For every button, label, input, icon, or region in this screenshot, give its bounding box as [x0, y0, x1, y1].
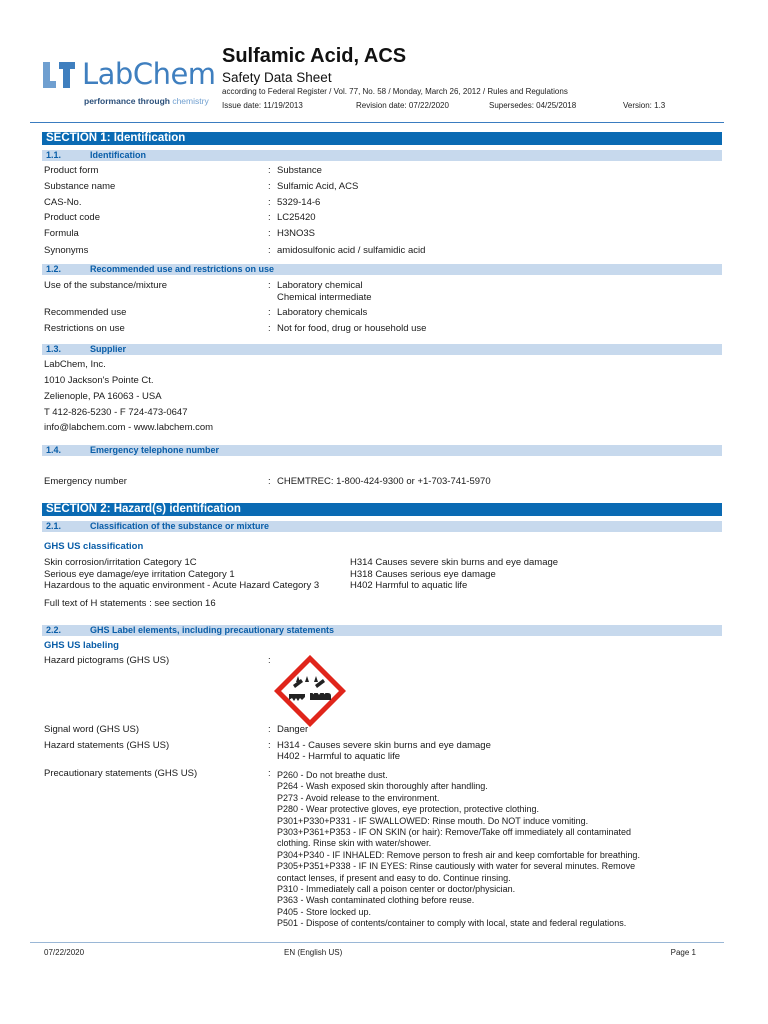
field-value: H402 - Harmful to aquatic life [277, 751, 401, 762]
subsection-1-3-heading [42, 344, 722, 355]
field-colon: : [268, 197, 271, 208]
field-label: Emergency number [44, 476, 127, 487]
precautionary-statement: P501 - Dispose of contents/container to comply with local, state and federal regulations. [277, 918, 627, 929]
precautionary-statement: P310 - Immediately call a poison center or doctor/physician. [277, 884, 516, 895]
full-text-note: Full text of H statements : see section 16 [44, 598, 216, 609]
footer-page-number: Page 1 [670, 948, 696, 957]
ghs-classification-heading: GHS US classification [44, 541, 144, 552]
field-colon: : [268, 280, 271, 291]
hazard-statement: H318 Causes serious eye damage [350, 568, 496, 580]
field-label: Product code [44, 212, 100, 223]
header-divider [30, 122, 724, 123]
precautionary-statement: P301+P330+P331 - IF SWALLOWED: Rinse mouth. Do NOT induce vomiting. [277, 815, 589, 826]
field-colon: : [268, 181, 271, 192]
field-value: Laboratory chemical [277, 280, 363, 291]
field-label: Product form [44, 165, 99, 176]
precautionary-statement: P305+P351+P338 - IF IN EYES: Rinse cautiously with water for several minutes. Remove [277, 861, 636, 872]
field-value: Danger [277, 724, 309, 735]
section-1-heading: SECTION 1: Identification [42, 132, 722, 145]
field-value: Not for food, drug or household use [277, 323, 427, 334]
footer-date: 07/22/2020 [44, 948, 85, 957]
section-2-heading: SECTION 2: Hazard(s) identification [42, 503, 722, 516]
footer-divider [30, 942, 724, 943]
document-subtitle: Safety Data Sheet [222, 70, 332, 85]
hazard-statement: H314 Causes severe skin burns and eye damage [350, 557, 559, 568]
subsection-number: 1.3. [46, 344, 62, 354]
subsection-title: Supplier [90, 344, 127, 354]
supplier-street: 1010 Jackson's Pointe Ct. [44, 375, 154, 386]
subsection-number: 1.4. [46, 445, 62, 455]
field-label: CAS-No. [44, 197, 82, 208]
subsection-number: 2.2. [46, 625, 62, 635]
field-label: Signal word (GHS US) [44, 724, 140, 735]
supplier-name: LabChem, Inc. [44, 359, 106, 370]
version: Version: 1.3 [623, 101, 666, 110]
footer-language: EN (English US) [284, 948, 343, 957]
document-dates [222, 101, 674, 113]
precautionary-statement: P273 - Avoid release to the environment. [277, 792, 440, 803]
corrosion-pictogram-icon [274, 655, 346, 727]
precautionary-statement: P264 - Wash exposed skin thoroughly after handling. [277, 781, 488, 792]
field-value: H314 - Causes severe skin burns and eye damage [277, 740, 491, 751]
field-label: Precautionary statements (GHS US) [44, 768, 198, 779]
field-value: LC25420 [277, 212, 316, 223]
supersedes-date: Supersedes: 04/25/2018 [489, 101, 577, 110]
document-title: Sulfamic Acid, ACS [222, 45, 407, 67]
field-value: amidosulfonic acid / sulfamidic acid [277, 245, 426, 256]
subsection-number: 2.1. [46, 521, 62, 531]
field-label: Formula [44, 228, 79, 239]
issue-date: Issue date: 11/19/2013 [222, 101, 303, 110]
field-value: Sulfamic Acid, ACS [277, 181, 359, 192]
field-value: Substance [277, 165, 322, 176]
logo-tagline-main: performance through [84, 96, 170, 106]
field-label: Use of the substance/mixture [44, 280, 168, 291]
subsection-title: Identification [90, 150, 146, 160]
field-colon: : [268, 165, 271, 176]
field-label: Synonyms [44, 245, 89, 256]
field-colon: : [268, 724, 271, 735]
field-colon: : [268, 740, 271, 751]
labchem-logo [42, 58, 218, 118]
classification-row [44, 580, 684, 592]
precautionary-statement: P303+P361+P353 - IF ON SKIN (or hair): Remove/Take off immediately all contaminated [277, 827, 632, 838]
ghs-classification-table [44, 557, 684, 592]
field-label: Recommended use [44, 307, 127, 318]
subsection-2-2-heading [42, 625, 722, 636]
precautionary-statement: P280 - Wear protective gloves, eye protection, protective clothing. [277, 804, 539, 815]
field-colon: : [268, 323, 271, 334]
field-colon: : [268, 212, 271, 223]
supplier-city: Zelienople, PA 16063 - USA [44, 391, 162, 402]
revision-date: Revision date: 07/22/2020 [356, 101, 449, 110]
precautionary-statements-list [277, 770, 697, 930]
precautionary-statement: contact lenses, if present and easy to do. Continue rinsing. [277, 872, 511, 883]
field-colon: : [268, 307, 271, 318]
logo-brand-name: LabChem [82, 57, 216, 91]
logo-tagline-chemistry: chemistry [172, 96, 209, 106]
supplier-contact-links[interactable]: info@labchem.com - www.labchem.com [44, 422, 214, 433]
page-footer [44, 948, 696, 960]
field-value: Laboratory chemicals [277, 307, 368, 318]
subsection-title: Recommended use and restrictions on use [90, 264, 275, 274]
ghs-labeling-heading: GHS US labeling [44, 640, 119, 651]
precautionary-statement: P260 - Do not breathe dust. [277, 770, 388, 780]
subsection-title: GHS Label elements, including precautionary statements [90, 625, 335, 635]
field-colon: : [268, 768, 271, 779]
subsection-title: Classification of the substance or mixture [90, 521, 270, 531]
hazard-category: Hazardous to the aquatic environment - Acute Hazard Category 3 [44, 580, 320, 591]
hazard-statement: H402 Harmful to aquatic life [350, 580, 468, 591]
field-value: 5329-14-6 [277, 197, 321, 208]
subsection-1-1-heading [42, 150, 722, 161]
classification-row [44, 557, 684, 569]
precautionary-statement: P405 - Store locked up. [277, 906, 372, 917]
field-colon: : [268, 476, 271, 487]
labchem-logo-mark-icon [42, 60, 76, 90]
field-value: Chemical intermediate [277, 292, 372, 303]
field-colon: : [268, 228, 271, 239]
field-label: Substance name [44, 181, 116, 192]
field-value: CHEMTREC: 1-800-424-9300 or +1-703-741-5970 [277, 476, 491, 487]
subsection-number: 1.2. [46, 264, 62, 274]
hazard-category: Skin corrosion/irritation Category 1C [44, 557, 197, 568]
field-label: Hazard pictograms (GHS US) [44, 655, 170, 666]
hazard-category: Serious eye damage/eye irritation Category 1 [44, 568, 235, 580]
precautionary-statement: P363 - Wash contaminated clothing before reuse. [277, 895, 475, 906]
field-colon: : [268, 655, 271, 666]
precautionary-statement: P304+P340 - IF INHALED: Remove person to fresh air and keep comfortable for breathing. [277, 849, 640, 860]
supplier-phone: T 412-826-5230 - F 724-473-0647 [44, 407, 188, 418]
subsection-number: 1.1. [46, 150, 62, 160]
subsection-2-1-heading [42, 521, 722, 532]
regulation-reference: according to Federal Register / Vol. 77, No. 58 / Monday, March 26, 2012 / Rules and Regulations [222, 87, 568, 96]
precautionary-statement: clothing. Rinse skin with water/shower. [277, 838, 432, 849]
subsection-1-2-heading [42, 264, 722, 275]
field-label: Hazard statements (GHS US) [44, 740, 170, 751]
field-label: Restrictions on use [44, 323, 125, 334]
field-colon: : [268, 245, 271, 256]
logo-tagline [84, 96, 209, 106]
field-value: H3NO3S [277, 228, 316, 239]
classification-row [44, 569, 684, 581]
subsection-1-4-heading [42, 445, 722, 456]
subsection-title: Emergency telephone number [90, 445, 220, 455]
